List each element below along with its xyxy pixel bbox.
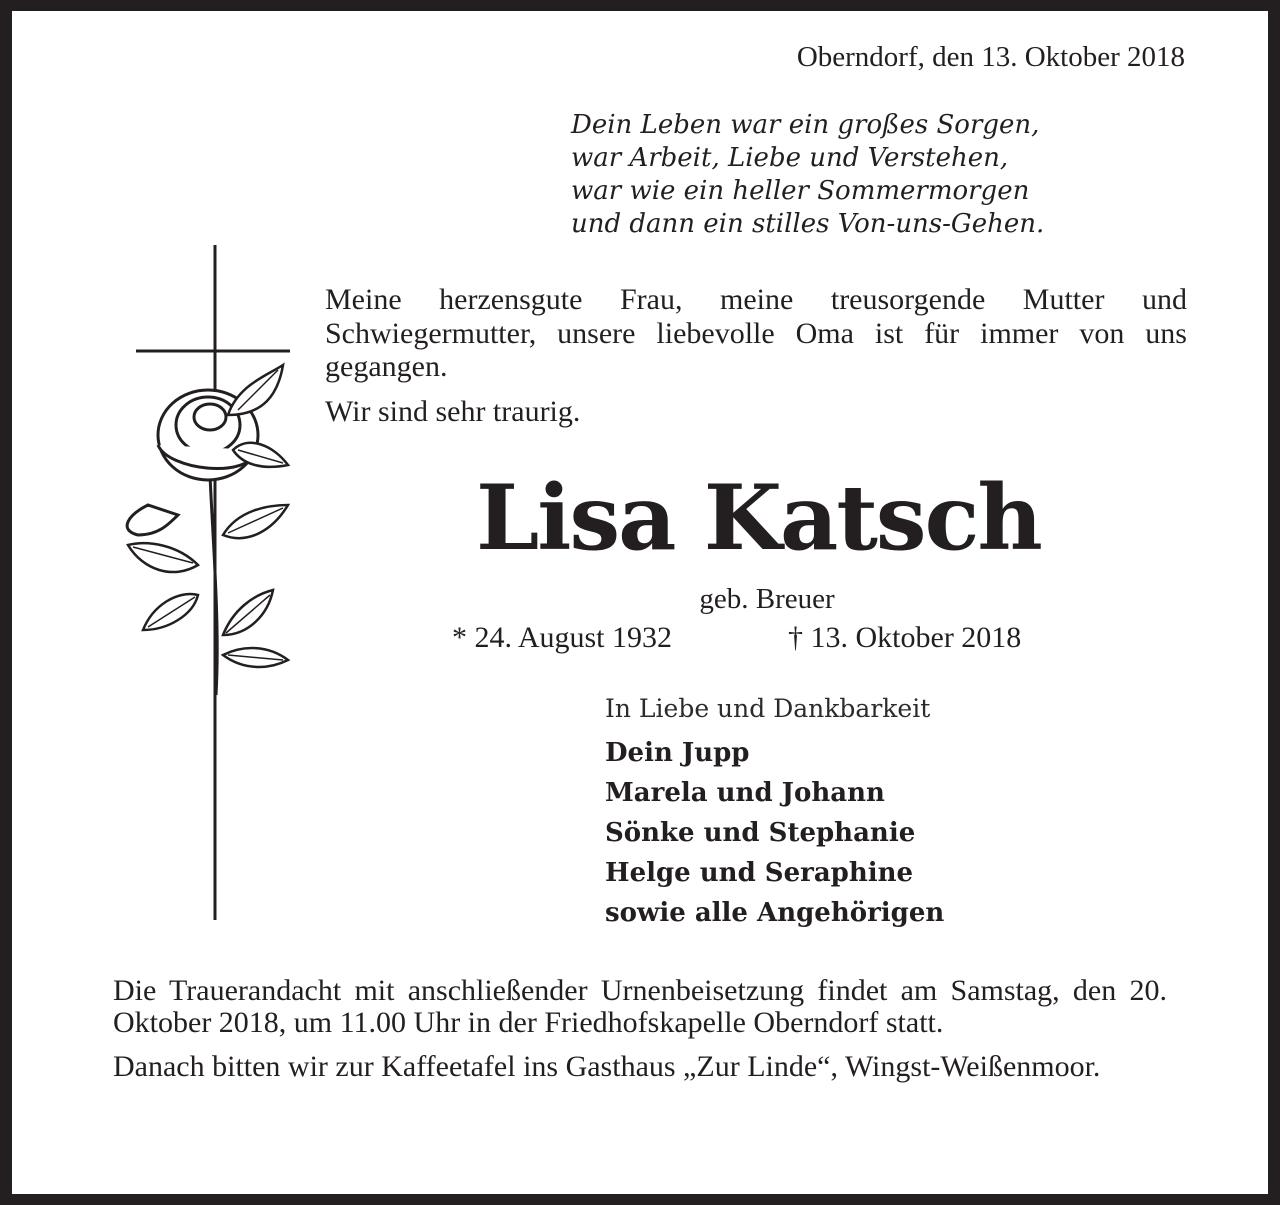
poem-line: war wie ein heller Sommermorgen — [571, 176, 1030, 206]
mourner: sowie alle Angehörigen — [605, 898, 945, 928]
maiden-name: geb. Breuer — [699, 583, 835, 615]
mourner: Dein Jupp — [605, 738, 750, 768]
death-date: † 13. Oktober 2018 — [788, 621, 1022, 654]
poem-line: war Arbeit, Liebe und Verstehen, — [571, 143, 1009, 173]
mourner: Marela und Johann — [605, 778, 885, 808]
intro-paragraph: Meine herzensgute Frau, meine treusorgende Mutter und Schwiegermutter, unsere liebevolle Oma ist für immer von uns gegangen. — [325, 283, 1187, 383]
reception-paragraph: Danach bitten wir zur Kaffeetafel ins Gasthaus „Zur Linde“, Wingst-Weißenmoor. — [113, 1050, 1101, 1083]
poem-line: Dein Leben war ein großes Sorgen, — [571, 110, 1040, 140]
mourner: Sönke und Stephanie — [605, 818, 916, 848]
mourner: Helge und Seraphine — [605, 858, 914, 888]
obituary-notice — [12, 11, 1268, 1194]
deceased-name: Lisa Katsch — [476, 465, 1041, 571]
birth-date: * 24. August 1932 — [452, 621, 673, 654]
sad-line: Wir sind sehr traurig. — [325, 395, 581, 428]
service-info — [113, 975, 1167, 1095]
thanks-line: In Liebe und Dankbarkeit — [605, 694, 931, 723]
poem-line: und dann ein stilles Von-uns-Gehen. — [571, 209, 1045, 239]
mourners-list — [605, 733, 944, 933]
intro-text — [325, 283, 1187, 384]
place-date: Oberndorf, den 13. Oktober 2018 — [796, 41, 1185, 73]
service-paragraph: Die Trauerandacht mit anschließender Urnenbeisetzung findet am Samstag, den 20. Oktober 2018, um 11.00 Uhr in der Friedhofskapelle Oberndorf statt. — [113, 974, 1167, 1039]
poem — [571, 109, 1044, 241]
